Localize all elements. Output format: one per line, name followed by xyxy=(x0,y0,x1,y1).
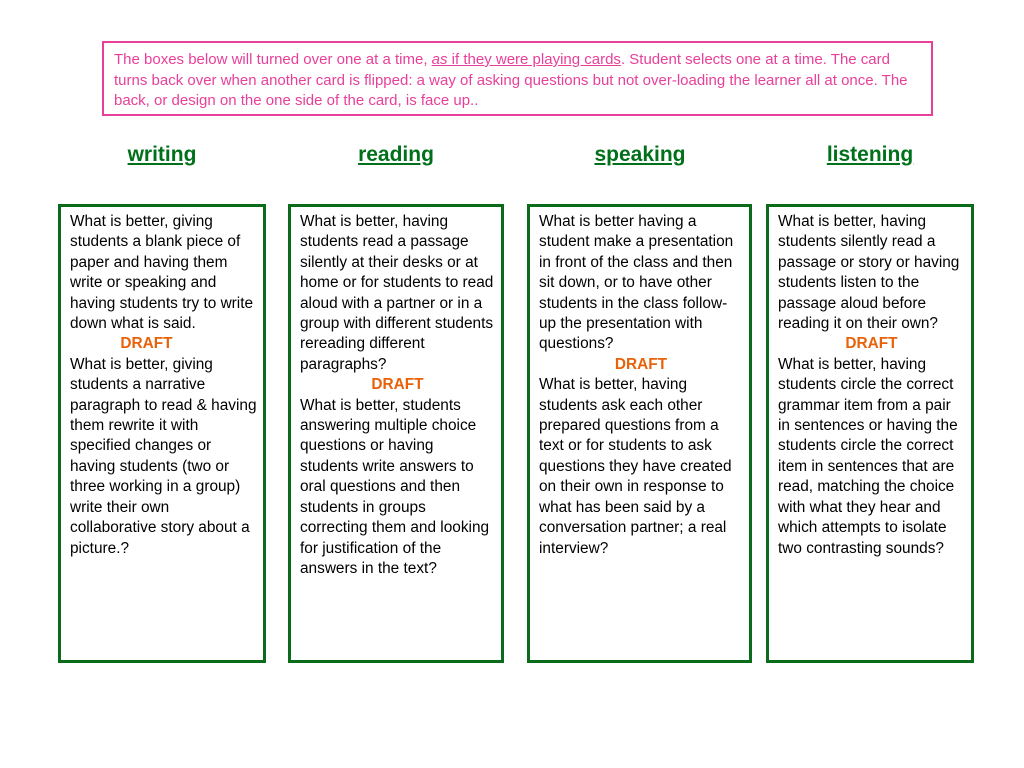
card-question-1: What is better, having students silently read a passage or story or having students listen to the passage aloud before reading it on their own? xyxy=(778,213,960,333)
draft-label: DRAFT xyxy=(371,376,424,394)
intro-text-as: as xyxy=(431,51,448,68)
heading-reading: reading xyxy=(358,143,434,166)
card-speaking[interactable] xyxy=(527,204,752,663)
card-writing[interactable] xyxy=(58,204,266,663)
card-question-1: What is better having a student make a presentation in front of the class and then sit down, or to have other students in the class follow-up the presentation with questions? xyxy=(539,213,734,353)
card-question-1: What is better, giving students a blank piece of paper and having them write or speaking and having students try to write down what is said. xyxy=(70,213,254,333)
heading-listening: listening xyxy=(826,143,914,166)
intro-note xyxy=(102,41,933,116)
draft-label: DRAFT xyxy=(120,335,173,353)
intro-text-playing-cards: if they were playing cards xyxy=(447,51,621,68)
draft-label: DRAFT xyxy=(845,335,898,353)
intro-text-start: The boxes below will turned over one at a time, xyxy=(114,51,432,68)
heading-speaking: speaking xyxy=(594,143,686,166)
intro-text-underlined xyxy=(432,51,621,68)
card-question-2: What is better, having students circle the correct grammar item from a pair in sentences or having the students circle the correct item in sentences that are read, matching the choice with what they hear and which attempts to isolate two contrasting sounds? xyxy=(778,355,958,557)
draft-label: DRAFT xyxy=(614,355,668,373)
heading-writing: writing xyxy=(127,143,197,166)
card-question-2: What is better, having students ask each other prepared questions from a text or for students to ask questions they have created on their own in response to what has been said by a conversation partner; a real interview? xyxy=(539,376,732,557)
card-listening[interactable] xyxy=(766,204,974,663)
card-reading[interactable] xyxy=(288,204,504,663)
card-question-2: What is better, students answering multiple choice questions or having students write answers to oral questions and then students in groups correcting them and looking for justification of the answers in the text? xyxy=(300,396,490,577)
intro-text-end: . Student selects one at a time. The card turns back over when another card is flipped: a way of asking questions but not over-loading the learner all at once. The back, or design on the one side of the card, is face up.. xyxy=(114,51,908,109)
card-question-1: What is better, having students read a passage silently at their desks or at home or for students to read aloud with a partner or in a group with different students rereading different paragraphs? xyxy=(300,213,494,373)
card-question-2: What is better, giving students a narrative paragraph to read & having them rewrite it with specified changes or having students (two or three working in a group) write their own collaborative story about a picture.? xyxy=(70,355,257,557)
